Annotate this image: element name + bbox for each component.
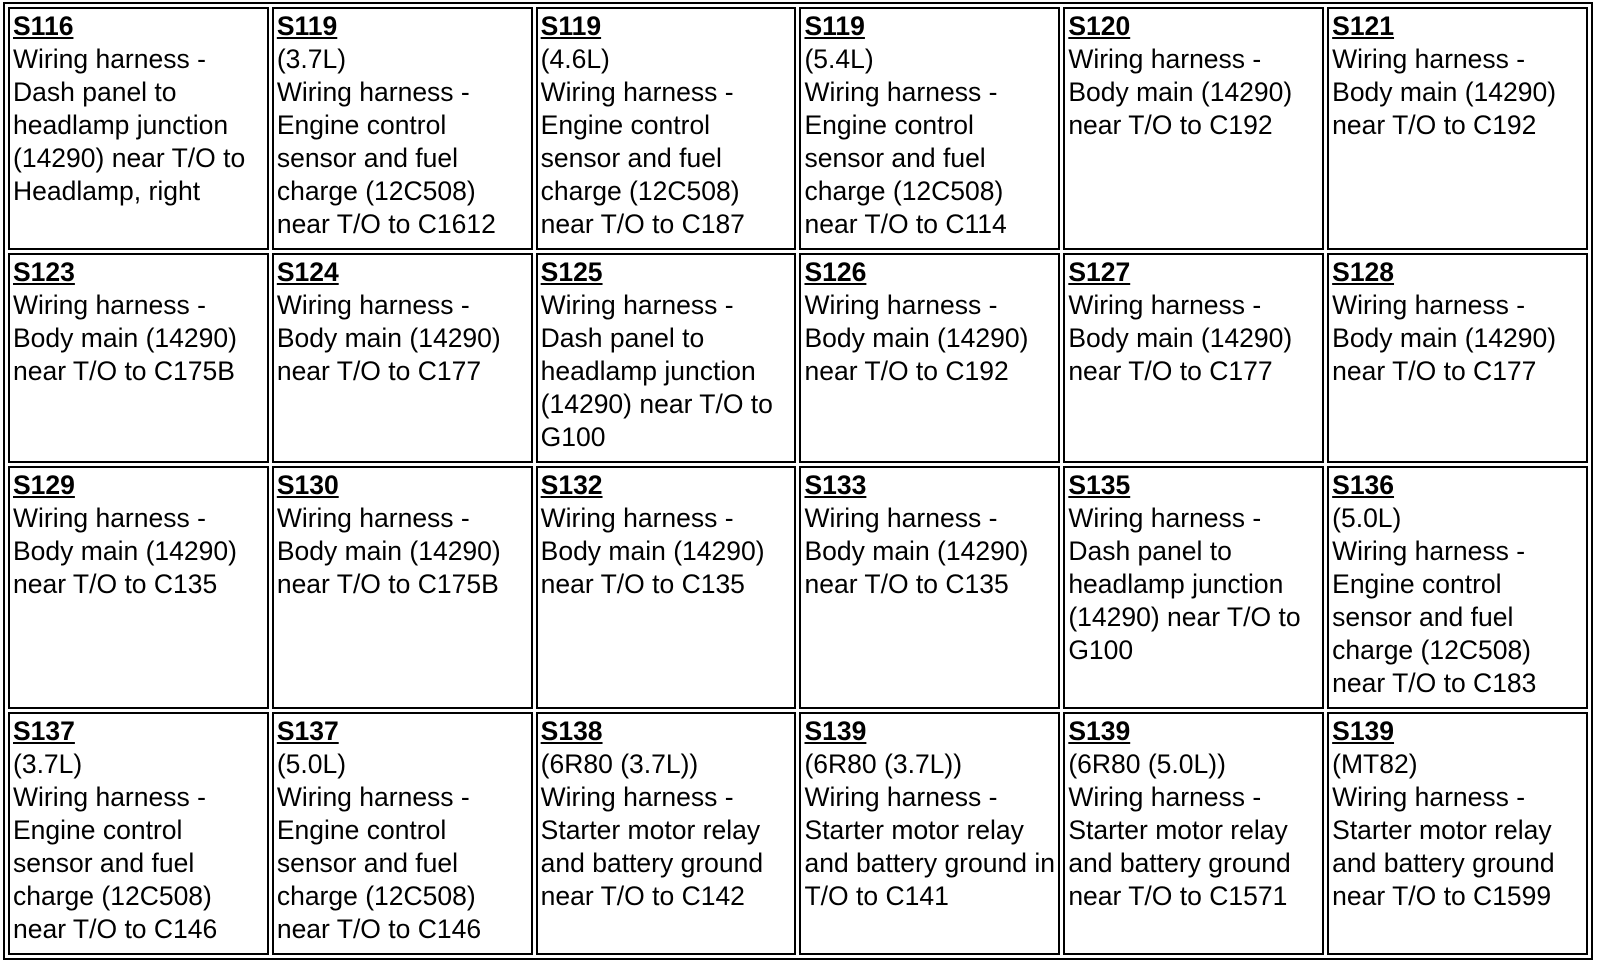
splice-cell xyxy=(8,466,269,709)
splice-id: S124 xyxy=(276,256,339,287)
splice-id: S121 xyxy=(1332,11,1395,41)
splice-id: S139 xyxy=(804,716,867,747)
splice-cell xyxy=(1327,466,1588,709)
splice-description: Wiring harness - Dash panel to headlamp junction (14290) near T/O to G100 xyxy=(1068,503,1301,666)
splice-description: Wiring harness - Body main (14290) near T/O to C192 xyxy=(804,289,1029,386)
table-row xyxy=(8,253,1588,463)
table-row xyxy=(8,7,1588,250)
splice-id: S120 xyxy=(1068,11,1131,41)
splice-cell xyxy=(8,712,269,955)
table-row xyxy=(8,712,1588,955)
splice-description: Wiring harness - Starter motor relay and battery ground in T/O to C141 xyxy=(804,782,1055,912)
splice-cell xyxy=(1327,7,1588,250)
splice-cell xyxy=(272,466,533,709)
splice-description: Wiring harness - Dash panel to headlamp junction (14290) near T/O to G100 xyxy=(540,289,773,452)
splice-description: Wiring harness - Body main (14290) near T/O to C135 xyxy=(804,503,1029,600)
splice-cell xyxy=(799,7,1060,250)
splice-cell xyxy=(799,712,1060,955)
splice-cell xyxy=(8,253,269,463)
splice-cell xyxy=(536,466,797,709)
splice-variant: (6R80 (5.0L)) xyxy=(1068,749,1226,780)
table-row xyxy=(8,466,1588,709)
splice-cell xyxy=(1327,712,1588,955)
splice-variant: (6R80 (3.7L)) xyxy=(804,749,963,780)
splice-cell xyxy=(272,7,533,250)
splice-id: S138 xyxy=(540,716,603,747)
splice-id: S130 xyxy=(276,470,339,501)
splice-cell xyxy=(8,7,269,250)
splice-description: Wiring harness - Body main (14290) near T/O to C135 xyxy=(13,503,237,600)
splice-id: S135 xyxy=(1068,470,1131,501)
splice-cell xyxy=(1063,466,1324,709)
splice-variant: (3.7L) xyxy=(276,44,347,74)
splice-cell xyxy=(1063,712,1324,955)
splice-cell xyxy=(536,712,797,955)
splice-description: Wiring harness - Body main (14290) near T/O to C175B xyxy=(276,503,501,600)
splice-cell xyxy=(799,466,1060,709)
splice-description: Wiring harness - Engine control sensor and fuel charge (12C508) near T/O to C1612 xyxy=(276,77,496,239)
splice-description: Wiring harness - Starter motor relay and battery ground near T/O to C142 xyxy=(540,782,764,912)
splice-id: S136 xyxy=(1332,470,1395,501)
splice-description: Wiring harness - Engine control sensor and fuel charge (12C508) near T/O to C146 xyxy=(276,782,482,945)
splice-id: S133 xyxy=(804,470,867,501)
splice-id: S139 xyxy=(1332,716,1395,747)
splice-id: S123 xyxy=(13,256,75,287)
splice-variant: (5.4L) xyxy=(804,44,874,74)
splice-description: Wiring harness - Dash panel to headlamp junction (14290) near T/O to Headlamp, right xyxy=(13,44,246,206)
splice-description: Wiring harness - Engine control sensor and fuel charge (12C508) near T/O to C114 xyxy=(804,77,1007,239)
splice-description: Wiring harness - Body main (14290) near T/O to C177 xyxy=(1068,289,1293,386)
splice-description: Wiring harness - Body main (14290) near T/O to C175B xyxy=(13,289,237,386)
splice-description: Wiring harness - Engine control sensor and fuel charge (12C508) near T/O to C187 xyxy=(540,77,745,239)
splice-description: Wiring harness - Body main (14290) near T/O to C192 xyxy=(1068,44,1293,140)
splice-id: S128 xyxy=(1332,256,1395,287)
splice-id: S119 xyxy=(804,11,865,41)
splice-cell xyxy=(799,253,1060,463)
splice-id: S132 xyxy=(540,470,603,501)
splice-description: Wiring harness - Engine control sensor and fuel charge (12C508) near T/O to C183 xyxy=(1332,536,1537,699)
splice-description: Wiring harness - Body main (14290) near T/O to C177 xyxy=(276,289,501,386)
splice-id: S126 xyxy=(804,256,867,287)
splice-id: S119 xyxy=(276,11,338,41)
splice-id: S129 xyxy=(13,470,75,501)
splice-description: Wiring harness - Engine control sensor and fuel charge (12C508) near T/O to C146 xyxy=(13,782,218,945)
splice-variant: (6R80 (3.7L)) xyxy=(540,749,699,780)
splice-cell xyxy=(1063,7,1324,250)
splice-variant: (5.0L) xyxy=(276,749,347,780)
splice-description: Wiring harness - Starter motor relay and battery ground near T/O to C1599 xyxy=(1332,782,1555,912)
splice-id: S119 xyxy=(540,11,602,41)
splice-id: S127 xyxy=(1068,256,1131,287)
splice-cell xyxy=(1327,253,1588,463)
splice-variant: (5.0L) xyxy=(1332,503,1402,534)
splice-cell xyxy=(272,712,533,955)
splice-cell xyxy=(1063,253,1324,463)
splice-id: S139 xyxy=(1068,716,1131,747)
splice-cell xyxy=(536,7,797,250)
splice-id: S116 xyxy=(13,11,74,41)
splice-variant: (MT82) xyxy=(1332,749,1418,780)
splice-variant: (3.7L) xyxy=(13,749,83,780)
splice-variant: (4.6L) xyxy=(540,44,610,74)
splice-description: Wiring harness - Body main (14290) near T/O to C135 xyxy=(540,503,765,600)
splice-description: Wiring harness - Body main (14290) near T/O to C177 xyxy=(1332,289,1557,386)
splice-description: Wiring harness - Body main (14290) near T/O to C192 xyxy=(1332,44,1557,140)
splice-id: S125 xyxy=(540,256,603,287)
splice-id: S137 xyxy=(13,716,75,747)
splice-cell xyxy=(272,253,533,463)
splice-description: Wiring harness - Starter motor relay and battery ground near T/O to C1571 xyxy=(1068,782,1291,912)
splice-cell xyxy=(536,253,797,463)
splice-id: S137 xyxy=(276,716,339,747)
splice-location-table xyxy=(3,2,1593,960)
